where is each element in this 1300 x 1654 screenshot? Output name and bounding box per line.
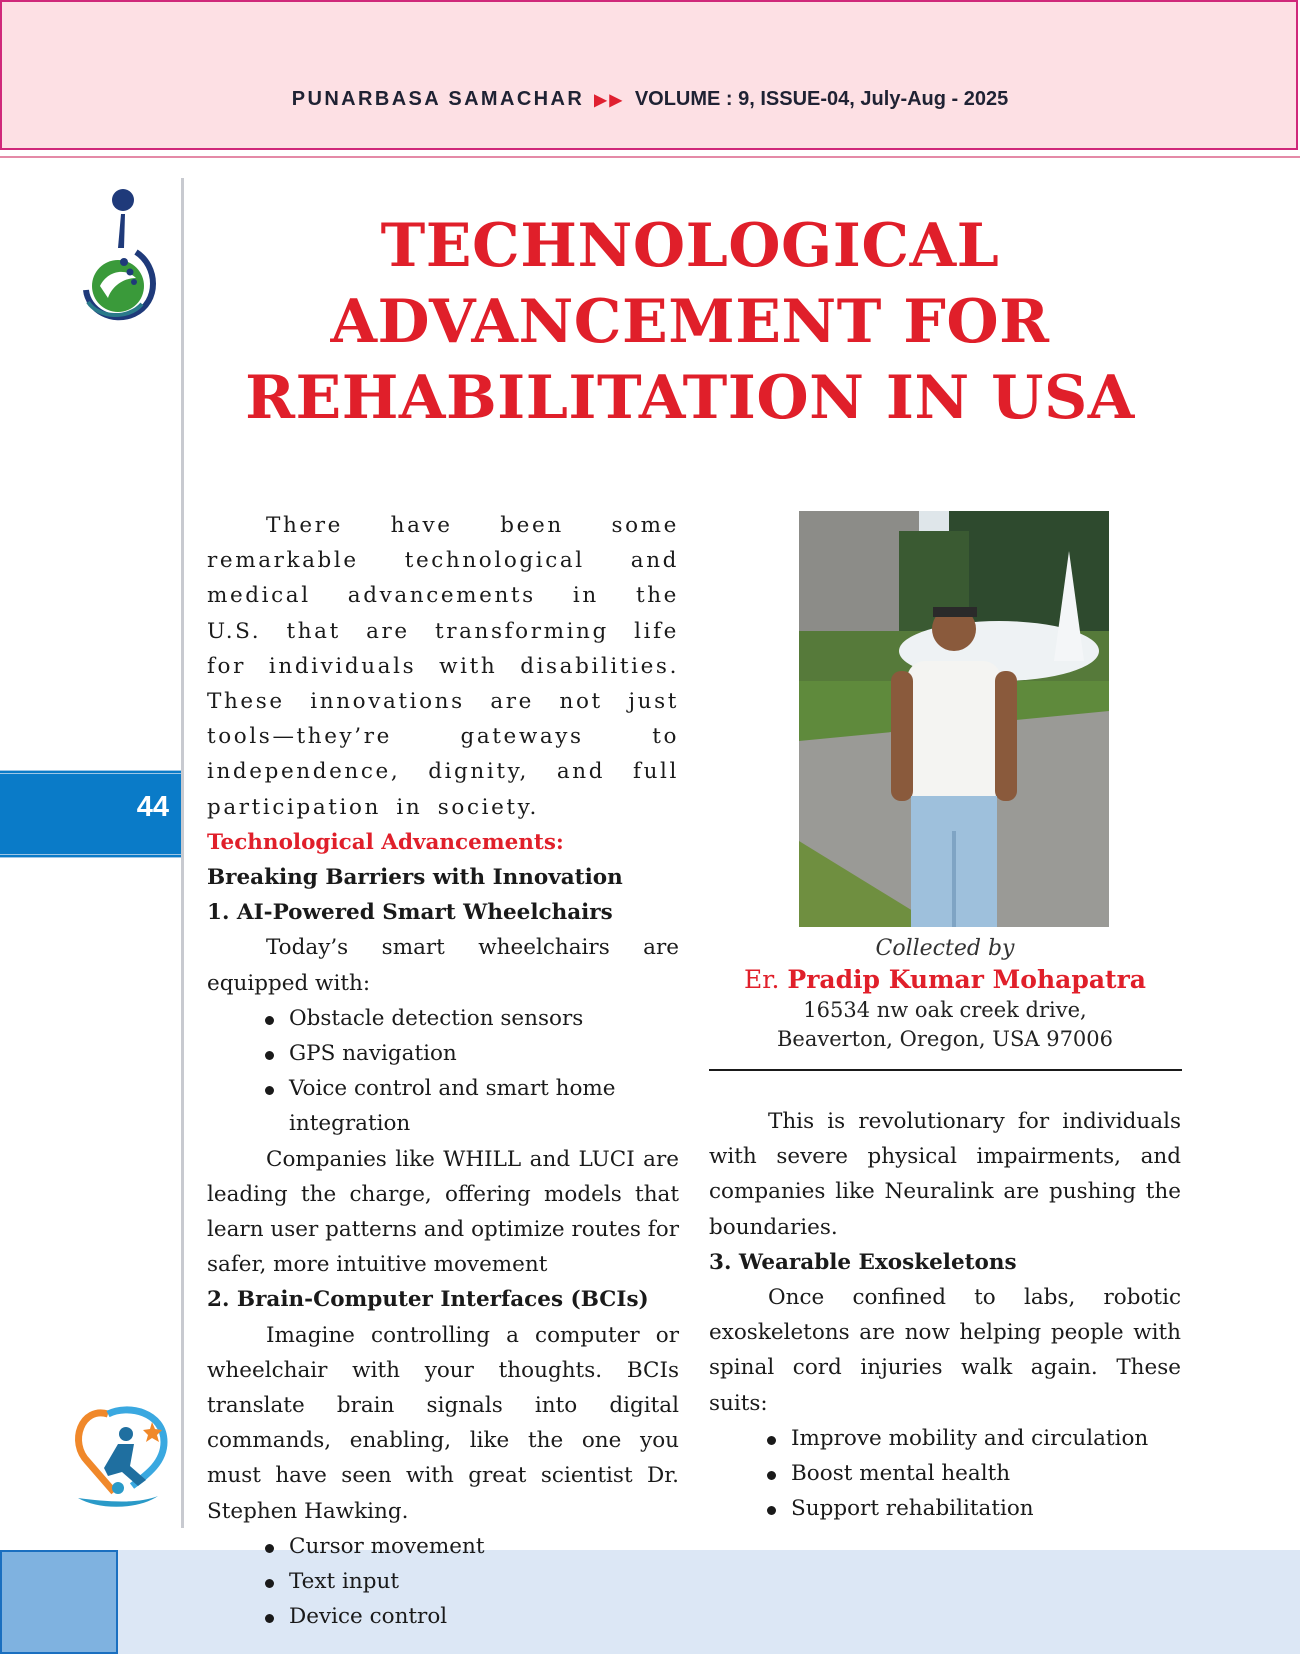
item1-body: Companies like WHILL and LUCI are leading the charge, offering models that learn user patterns and optimize routes for safer, more intuitive movement <box>207 1146 679 1278</box>
title-line: REHABILITATION IN USA <box>245 363 1135 433</box>
margin-divider <box>181 178 184 1528</box>
author-prefix: Er. <box>744 965 780 994</box>
list-item: Device control <box>265 1599 679 1634</box>
wheelchair-logo-icon <box>78 186 168 324</box>
list-item: Obstacle detection sensors <box>265 1001 679 1036</box>
item2-continued: This is revolutionary for individuals with severe physical impairments, and companies like Neuralink are pushing the boundaries. <box>709 1109 1181 1240</box>
list-item: GPS navigation <box>265 1036 679 1071</box>
author-name: Pradip Kumar Mohapatra <box>787 965 1146 994</box>
section-heading: Technological Advancements: <box>207 829 564 855</box>
item2-bullets <box>207 1529 679 1635</box>
double-arrow-icon: ▶▶ <box>594 92 625 109</box>
magazine-name: PUNARBASA SAMACHAR <box>291 88 585 110</box>
page-number-tab <box>0 770 181 858</box>
right-column <box>709 1104 1181 1526</box>
list-item: Support rehabilitation <box>767 1491 1181 1526</box>
article-title <box>240 208 1140 436</box>
title-line: ADVANCEMENT FOR <box>330 287 1050 357</box>
rehab-person-logo-icon <box>68 1402 172 1512</box>
footer-square <box>0 1550 118 1654</box>
author-address-line2: Beaverton, Oregon, USA 97006 <box>776 1027 1114 1051</box>
title-line: TECHNOLOGICAL <box>380 211 1000 281</box>
left-column <box>207 508 679 1635</box>
author-photo <box>799 511 1109 927</box>
list-item: Cursor movement <box>265 1529 679 1564</box>
item1-heading: 1. AI-Powered Smart Wheelchairs <box>207 900 613 926</box>
intro-paragraph <box>207 508 679 825</box>
section-subheading: Breaking Barriers with Innovation <box>207 865 623 891</box>
item1-bullets <box>207 1001 679 1142</box>
page-number: 44 <box>136 791 169 823</box>
list-item: Boost mental health <box>767 1456 1181 1491</box>
item2-body: Imagine controlling a computer or wheelchair with your thoughts. BCIs translate brain signals into digital commands, enabling, like the one you must have seen with great scientist Dr. Stephen Hawking. <box>207 1322 679 1524</box>
item2-heading: 2. Brain-Computer Interfaces (BCIs) <box>207 1287 649 1313</box>
author-line <box>709 964 1181 996</box>
collected-by-label: Collected by <box>875 936 1015 961</box>
item1-lead: Today’s smart wheelchairs are equipped with: <box>207 935 679 996</box>
author-address-line1: 16534 nw oak creek drive, <box>803 998 1087 1022</box>
intro-text: There have been some remarkable technological and medical advancements in the U.S. that are transforming life for individuals with disabilities. These innovations are not just tools—they’re gateways to independence, dignity, and full participation in society. <box>207 513 679 820</box>
header-divider <box>0 156 1300 158</box>
author-credit <box>709 934 1181 1054</box>
list-item: Text input <box>265 1564 679 1599</box>
header-title <box>0 88 1300 111</box>
item3-heading: 3. Wearable Exoskeletons <box>709 1249 1017 1275</box>
item3-bullets <box>709 1421 1181 1527</box>
header-band <box>0 0 1298 150</box>
issue-info: VOLUME : 9, ISSUE-04, July-Aug - 2025 <box>634 88 1009 110</box>
list-item: Voice control and smart home integration <box>265 1071 679 1141</box>
list-item: Improve mobility and circulation <box>767 1421 1181 1456</box>
credit-divider <box>709 1069 1182 1071</box>
item3-body: Once confined to labs, robotic exoskeletons are now helping people with spinal cord injuries walk again. These suits: <box>709 1285 1181 1416</box>
